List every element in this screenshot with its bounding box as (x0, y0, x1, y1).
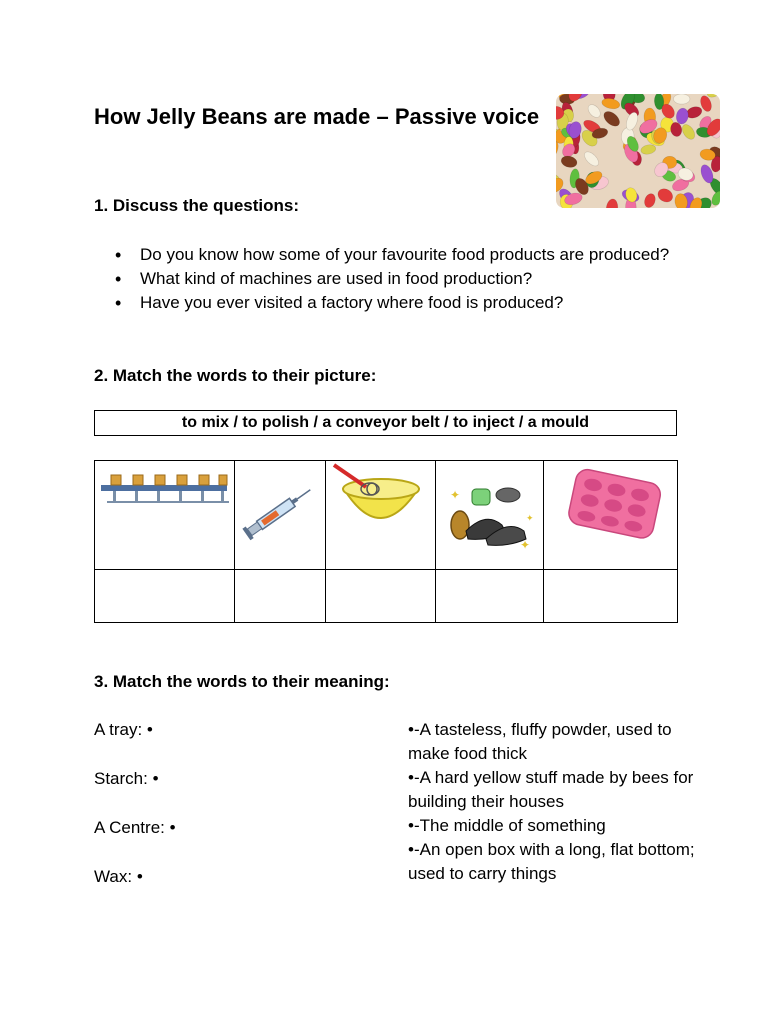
polished-shoes-picture (436, 461, 542, 567)
answer-cell[interactable] (235, 570, 326, 623)
picture-cell (326, 461, 436, 570)
syringe-picture (235, 461, 324, 567)
vocab-meaning: •-An open box with a long, flat bottom; used to carry things (408, 840, 695, 883)
vocab-meaning: •-A tasteless, fluffy powder, used to make food thick (408, 720, 672, 763)
picture-cell (95, 461, 235, 570)
vocabulary-meanings (408, 718, 698, 886)
conveyor-belt-picture (95, 461, 233, 567)
vocab-word: A Centre: • (94, 818, 176, 837)
vocab-word: Starch: • (94, 769, 159, 788)
vocab-word: A tray: • (94, 720, 153, 739)
section2-heading: 2. Match the words to their picture: (94, 366, 377, 385)
svg-text:✦: ✦ (450, 488, 461, 502)
answer-cell[interactable] (544, 570, 678, 623)
word-bank: to mix / to polish / a conveyor belt / to inject / a mould (94, 410, 677, 436)
vocab-word: Wax: • (94, 867, 143, 886)
answer-cell[interactable] (95, 570, 235, 623)
vocab-meaning: •-A hard yellow stuff made by bees for building their houses (408, 768, 694, 811)
question-item: • Have you ever visited a factory where food is produced? (110, 291, 670, 315)
answer-cell[interactable] (326, 570, 436, 623)
mixing-bowl-picture (326, 461, 434, 567)
question-item: • What kind of machines are used in food production? (110, 267, 670, 291)
picture-matching-table (94, 460, 678, 623)
page-title: How Jelly Beans are made – Passive voice (94, 104, 540, 129)
jelly-beans-photo (556, 94, 720, 208)
silicone-mould-picture (544, 461, 676, 567)
picture-cell (544, 461, 678, 570)
vocabulary-words (94, 718, 334, 914)
answer-cell[interactable] (436, 570, 544, 623)
section1-heading: 1. Discuss the questions: (94, 196, 299, 215)
section3-heading: 3. Match the words to their meaning: (94, 672, 390, 691)
jelly-bean (674, 94, 690, 104)
picture-cell (436, 461, 544, 570)
svg-text:✦: ✦ (520, 538, 531, 552)
svg-text:✦: ✦ (526, 514, 534, 524)
discussion-questions (110, 243, 670, 315)
question-item: • Do you know how some of your favourite food products are produced? (110, 243, 670, 267)
picture-cell (235, 461, 326, 570)
vocab-meaning: •-The middle of something (408, 816, 606, 835)
